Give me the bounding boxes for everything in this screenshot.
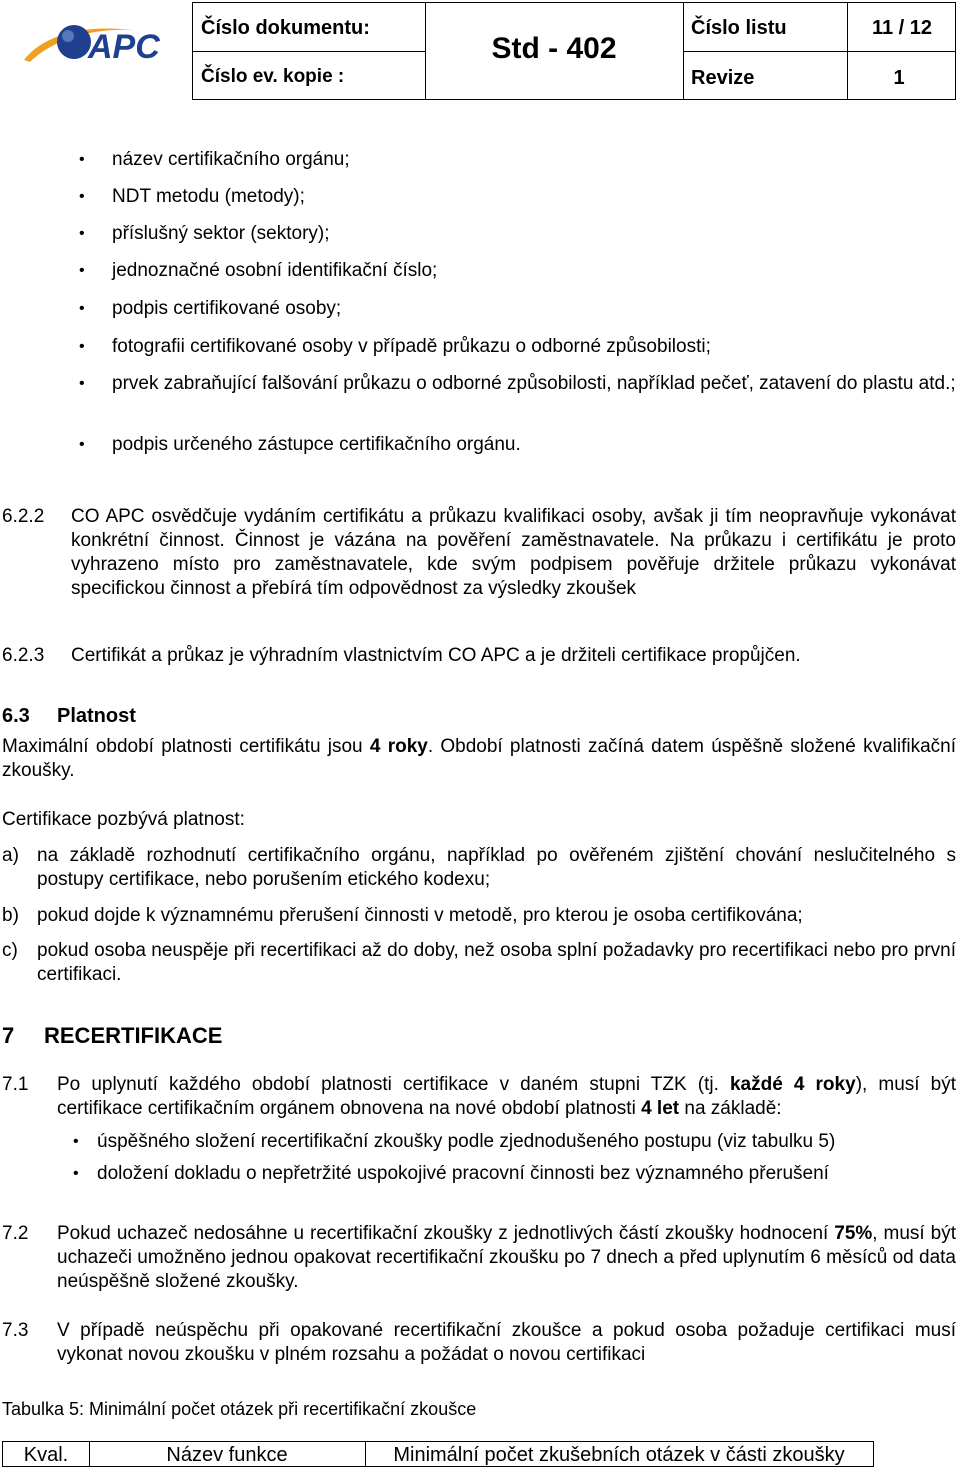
section-7-3-text: V případě neúspěchu při opakované recertifikační zkoušce a pokud osoba požaduje certifikaci musí vykonat novou zkoušku v plném rozsahu a požádat o novou certifikaci [57, 1320, 956, 1365]
list-item: pokud dojde k významnému přerušení činnosti v metodě, pro kterou je osoba certifikována; [37, 905, 803, 926]
list-item: • jednoznačné osobní identifikační číslo; [112, 259, 956, 283]
section-number: 7.3 [2, 1320, 29, 1341]
apc-logo-icon [22, 16, 167, 68]
logo [22, 16, 167, 68]
section-number: 6.2.3 [2, 645, 45, 666]
doc-number-label: Číslo dokumentu: [201, 17, 370, 39]
list-item: • podpis certifikované osoby; [112, 297, 956, 321]
revision-value: 1 [893, 67, 905, 89]
chapter-title: RECERTIFIKACE [44, 1023, 223, 1048]
validity-paragraph: Maximální období platnosti certifikátu jsou 4 roky. Období platnosti začíná datem úspěšně složené kvalifikační zkoušky. [2, 736, 956, 781]
table-caption: Tabulka 5: Minimální počet otázek při recertifikační zkoušce [2, 1399, 477, 1419]
table-header-cell: Minimální počet zkušebních otázek v části zkoušky [393, 1444, 845, 1466]
list-item: • doložení dokladu o nepřetržité uspokojivé pracovní činnosti bez významného přerušení [97, 1162, 956, 1186]
validity-loss-intro: Certifikace pozbývá platnost: [2, 809, 245, 830]
item-label: b) [2, 905, 19, 926]
section-6-2-2-text: CO APC osvědčuje vydáním certifikátu a průkazu kvalifikaci osoby, avšak ji tím neopravňuje vykonávat konkrétní činnost. Činnost je vázána na pověření zaměstnavatele. Na průkazu i certifikátu je proto vyhrazeno místo pro zaměstnavatele, kde svým podpisem pověřuje držitele průkazu vykonávat specifickou činnost a přebírá tím odpovědnost za výsledky zkoušek [71, 506, 956, 599]
section-number: 6.3 [2, 705, 30, 727]
chapter-number: 7 [2, 1023, 15, 1048]
section-number: 7.1 [2, 1074, 29, 1095]
revision-label: Revize [691, 67, 755, 89]
list-item: • podpis určeného zástupce certifikačního orgánu. [112, 433, 956, 457]
header-table [192, 2, 956, 100]
section-number: 6.2.2 [2, 506, 45, 527]
doc-number: Std - 402 [491, 32, 617, 65]
list-item: • NDT metodu (metody); [112, 185, 956, 209]
table-header-cell: Kval. [23, 1444, 69, 1466]
list-item: na základě rozhodnutí certifikačního orgánu, například po ověřeném zjištění chování neslučitelného s postupy certifikace, nebo porušením etického kodexu; [37, 845, 956, 890]
item-label: c) [2, 940, 18, 961]
sheet-label: Číslo listu [691, 17, 787, 39]
item-label: a) [2, 845, 19, 866]
table-header-row [2, 1441, 874, 1467]
list-item: • prvek zabraňující falšování průkazu o odborné způsobilosti, například pečeť, zatavení do plastu atd.; [112, 372, 956, 396]
copy-number-label: Číslo ev. kopie : [201, 66, 345, 87]
section-title: Platnost [57, 705, 136, 727]
list-item: • příslušný sektor (sektory); [112, 222, 956, 246]
section-7-2-text: Pokud uchazeč nedosáhne u recertifikační zkoušky z jednotlivých částí zkoušky hodnocení 75%, musí být uchazeči umožněno jednou opakovat recertifikační zkoušku po 7 dnech a před uplynutím 6 měsíců od data neúspěšně složené zkoušky. [57, 1223, 956, 1292]
list-item: • úspěšného složení recertifikační zkoušky podle zjednodušeného postupu (viz tabulku 5) [97, 1130, 956, 1154]
section-6-2-3-text: Certifikát a průkaz je výhradním vlastnictvím CO APC a je držiteli certifikace propůjčen. [71, 645, 801, 666]
svg-text:APC: APC [88, 28, 160, 66]
list-item: pokud osoba neuspěje při recertifikaci až do doby, než osoba splní požadavky pro recertifikaci nebo pro první certifikaci. [37, 940, 956, 985]
sheet-value: 11 / 12 [871, 17, 933, 39]
section-7-1-text: Po uplynutí každého období platnosti certifikace v daném stupni TZK (tj. každé 4 roky), musí být certifikace certifikačním orgánem obnovena na nové období platnosti 4 let na základě: [57, 1074, 956, 1119]
list-item: • fotografii certifikované osoby v případě průkazu o odborné způsobilosti; [112, 335, 956, 359]
section-number: 7.2 [2, 1223, 29, 1244]
list-item: • název certifikačního orgánu; [112, 148, 956, 172]
table-header-cell: Název funkce [166, 1444, 288, 1466]
